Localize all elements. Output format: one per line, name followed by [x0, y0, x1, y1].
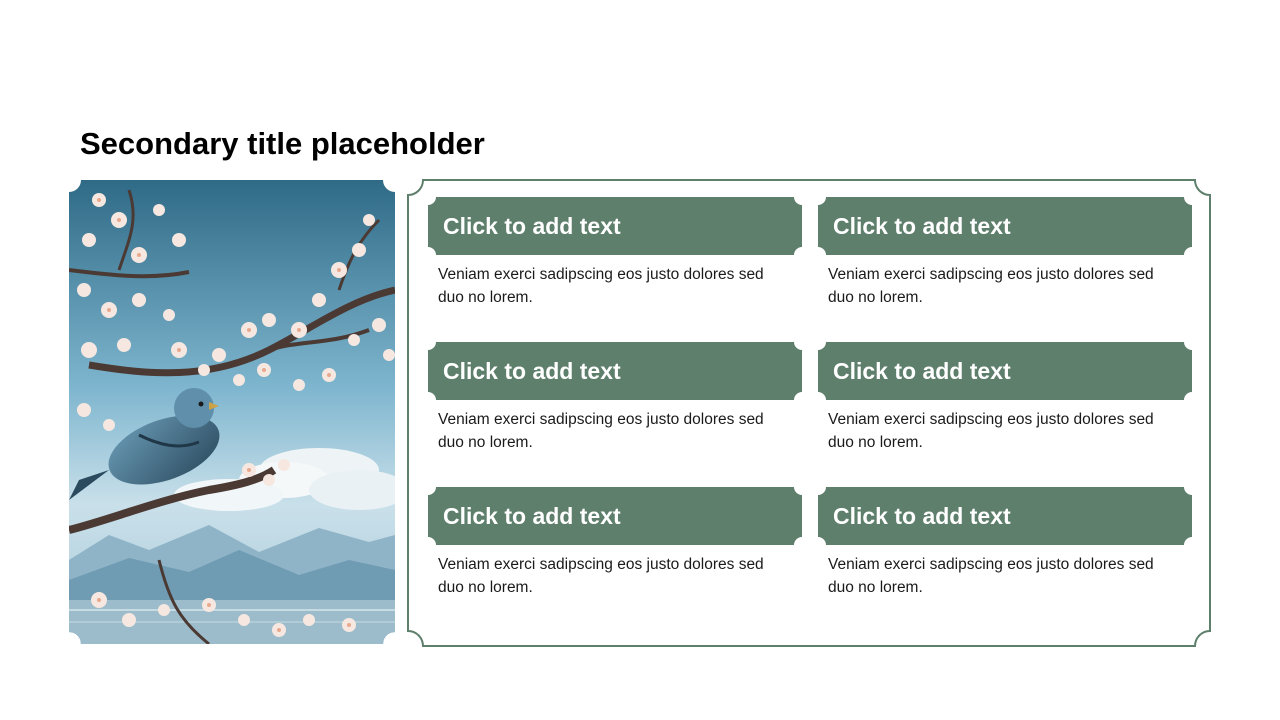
card-body-text[interactable]: Veniam exerci sadipscing eos justo dolores sed duo no lorem. [438, 411, 764, 451]
content-frame [405, 175, 1215, 651]
card-header[interactable] [428, 197, 802, 255]
card-5[interactable] [428, 487, 802, 599]
card-2[interactable] [818, 197, 1192, 309]
card-heading[interactable]: Click to add text [833, 213, 1011, 239]
card-body-text[interactable]: Veniam exerci sadipscing eos justo dolores sed duo no lorem. [438, 266, 764, 306]
card-heading[interactable]: Click to add text [833, 503, 1011, 529]
card-1[interactable] [428, 197, 802, 309]
card-body-text[interactable]: Veniam exerci sadipscing eos justo dolores sed duo no lorem. [828, 556, 1154, 596]
card-body-text[interactable]: Veniam exerci sadipscing eos justo dolores sed duo no lorem. [828, 266, 1154, 306]
card-heading[interactable]: Click to add text [443, 358, 621, 384]
bird-illustration-icon [69, 180, 395, 644]
card-header[interactable] [428, 487, 802, 545]
card-header[interactable] [818, 487, 1192, 545]
bird-illustration[interactable] [69, 180, 395, 644]
card-4[interactable] [818, 342, 1192, 454]
card-3[interactable] [428, 342, 802, 454]
card-body-text[interactable]: Veniam exerci sadipscing eos justo dolores sed duo no lorem. [438, 556, 764, 596]
card-heading[interactable]: Click to add text [443, 503, 621, 529]
slide-title[interactable]: Secondary title placeholder [80, 126, 485, 161]
card-heading[interactable]: Click to add text [443, 213, 621, 239]
card-header[interactable] [818, 197, 1192, 255]
card-6[interactable] [818, 487, 1192, 599]
card-header[interactable] [818, 342, 1192, 400]
card-body-text[interactable]: Veniam exerci sadipscing eos justo dolores sed duo no lorem. [828, 411, 1154, 451]
card-heading[interactable]: Click to add text [833, 358, 1011, 384]
card-header[interactable] [428, 342, 802, 400]
